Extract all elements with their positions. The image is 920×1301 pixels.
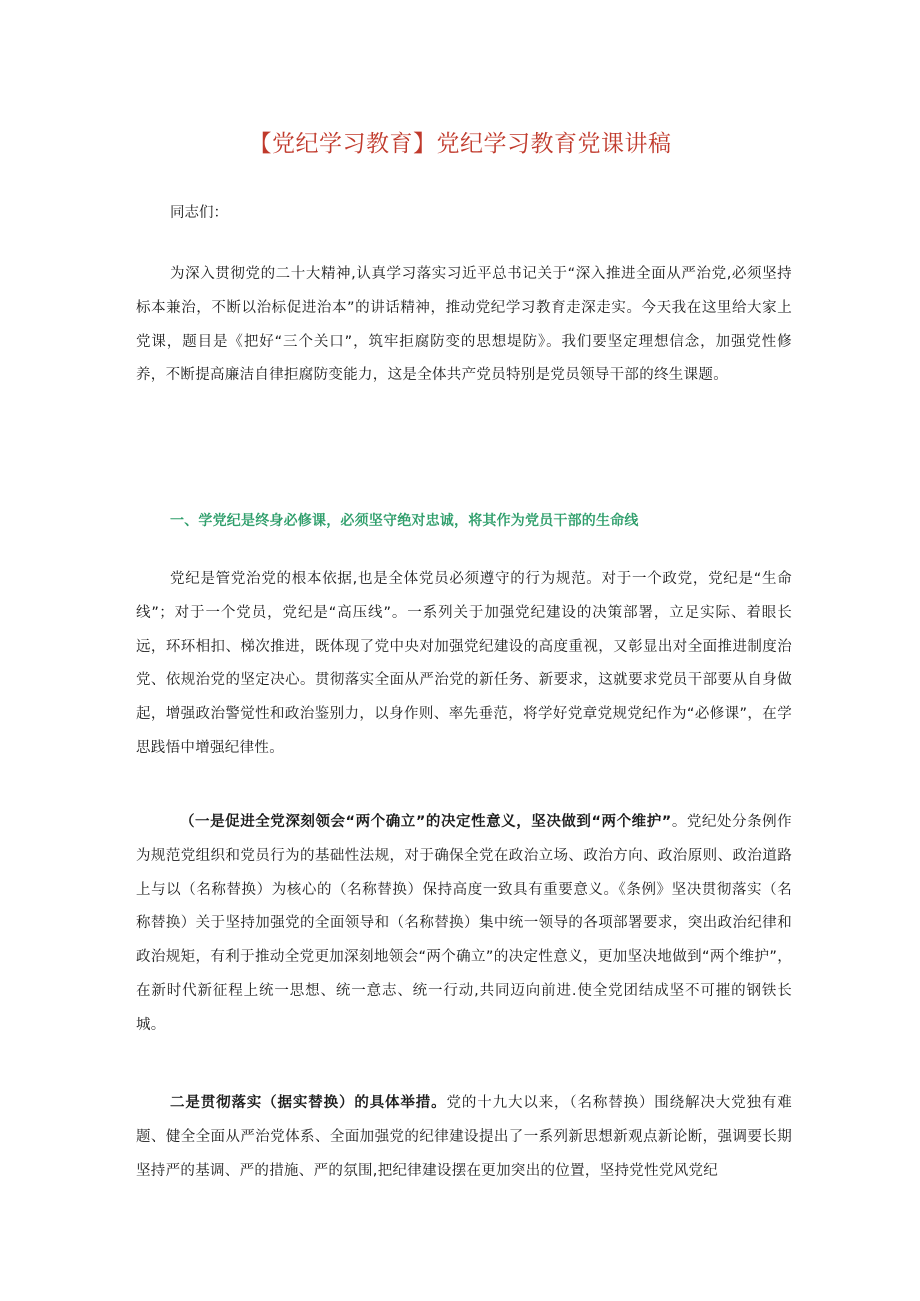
document-title: 【党纪学习教育】党纪学习教育党课讲稿 bbox=[248, 131, 672, 157]
point-2-paragraph bbox=[136, 1087, 792, 1217]
point-1-body: 。党纪处分条例作为规范党组织和党员行为的基础性法规，对于确保全党在政治立场、政治方向、政治原则、政治道路上与以（名称替换）为核心的（名称替换）保持高度一致具有重要意义。《条例》坚决贯彻落实（名称替换）关于坚持加强党的全面领导和（名称替换）集中统一领导的各项部署要求，突出政治纪律和政治规矩，有利于推动全党更加深刻地领会“两个确立”的决定性意义，更加坚决地做到“两个维护”，在新时代新征程上统一思想、统一意志、统一行动,共同迈向前进.使全党团结成坚不可摧的钢铁长城。 bbox=[136, 814, 792, 1033]
point-1-paragraph bbox=[136, 806, 792, 1061]
section-1-paragraph: 党纪是管党治党的根本依据,也是全体党员必须遵守的行为规范。对于一个政党，党纪是“生命线”；对于一个党员，党纪是“高压线”。一系列关于加强党纪建设的决策部署，立足实际、着眼长远，环环相扣、梯次推进，既体现了党中央对加强党纪建设的高度重视，又彰显出对全面推进制度治党、依规治党的坚定决心。贯彻落实全面从严治党的新任务、新要求，这就要求党员干部要从自身做起，增强政治警觉性和政治鉴别力，以身作则、率先垂范，将学好党章党规党纪作为“必修课”，在学思践悟中增强纪律性。 bbox=[136, 571, 792, 756]
intro-paragraph: 为深入贯彻党的二十大精神,认真学习落实习近平总书记关于“深入推进全面从严治党,必须坚持标本兼治，不断以治标促进治本”的讲话精神，推动党纪学习教育走深走实。今天我在这里给大家上党课，题目是《把好“三个关口”，筑牢拒腐防变的思想堤防》。我们要坚定理想信念，加强党性修养，不断提高廉洁自律拒腐防变能力，这是全体共产党员特别是党员领导干部的终生课题。 bbox=[136, 266, 792, 384]
point-1-lead: （一是促进全党深刻领会“两个确立”的决定性意义，坚决做到“两个维护” bbox=[180, 814, 672, 830]
point-2-lead: 二是贯彻落实（据实替换）的具体举措。 bbox=[170, 1095, 447, 1111]
section-heading-1: 一、学党纪是终身必修课，必须坚守绝对忠诚，将其作为党员干部的生命线 bbox=[170, 513, 639, 529]
salutation: 同志们： bbox=[170, 205, 228, 221]
point-2-body: 党的十九大以来，（名称替换）围绕解决大党独有难题、健全全面从严治党体系、全面加强党的纪律建设提出了一系列新思想新观点新论断，强调要长期坚持严的基调、严的措施、严的氛围,把纪律建设摆在更加突出的位置，坚持党性党风党纪 bbox=[136, 1095, 792, 1179]
